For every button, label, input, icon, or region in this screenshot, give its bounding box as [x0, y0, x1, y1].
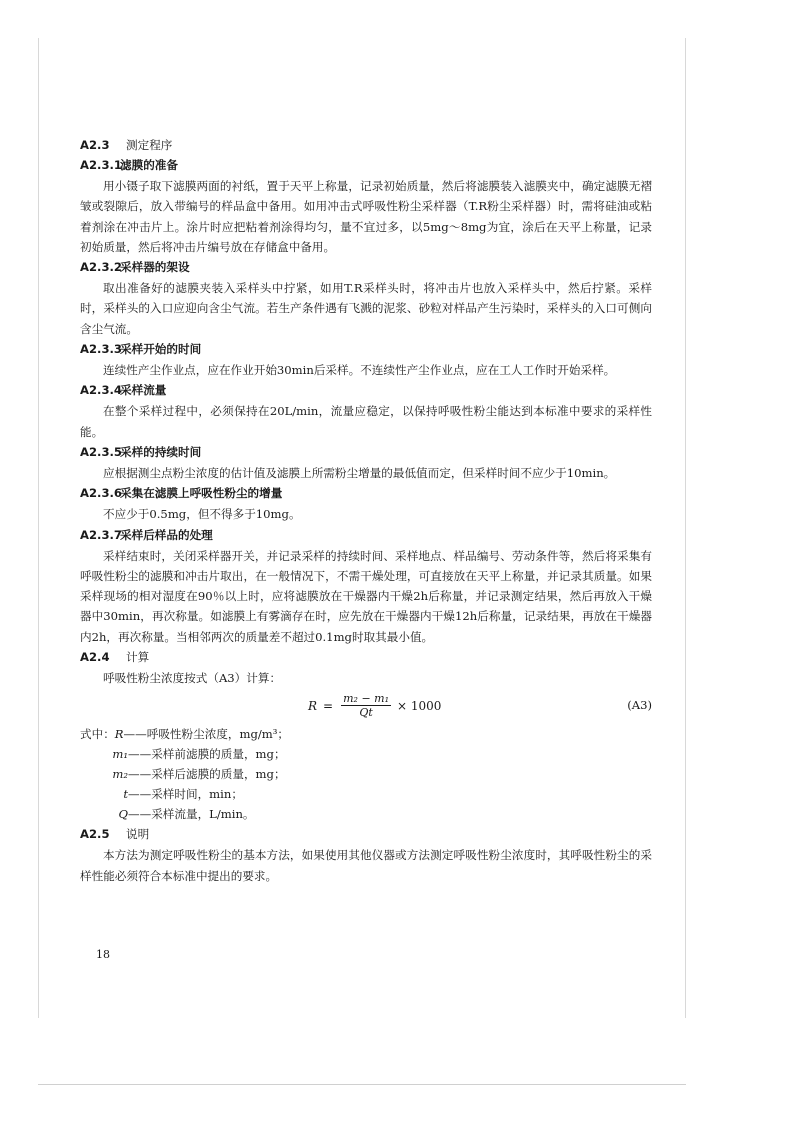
section-title: 采样开始的时间 [120, 342, 202, 357]
legend-item: m₁ ——采样前滤膜的质量，mg； [112, 747, 286, 762]
section-title: 计算 [126, 650, 150, 665]
section-heading-a2-3-2: A2.3.2采样器的架设 [80, 260, 190, 275]
formula-a3 [80, 692, 652, 722]
document-body [80, 135, 652, 886]
section-heading-a2-3: A2.3 测定程序 [80, 138, 173, 152]
section-title: 采集在滤膜上呼吸性粉尘的增量 [120, 486, 283, 501]
paragraph-a2-4: 呼吸性粉尘浓度按式（A3）计算： [103, 671, 282, 686]
legend-item: 式中： R ——呼吸性粉尘浓度，mg/m³； [80, 727, 290, 742]
section-title: 测定程序 [126, 138, 173, 152]
paragraph-a2-3-6: 不应少于0.5mg，但不得多于10mg。 [103, 507, 301, 522]
section-title: 采样的持续时间 [120, 444, 202, 459]
section-title: 说明 [126, 827, 150, 842]
formula-fraction [341, 692, 391, 719]
page-number: 18 [96, 948, 110, 961]
formula-multiplier: × 1000 [397, 698, 442, 713]
legend-item: t ——采样时间，min； [123, 787, 243, 802]
section-heading-a2-3-3: A2.3.3采样开始的时间 [80, 342, 202, 357]
paragraph-a2-3-3: 连续性产尘作业点，应在作业开始30min后采样。不连续性产尘作业点，应在工人工作时开始采样。 [103, 363, 616, 378]
paragraph-a2-3-7: 采样结束时，关闭采样器开关，并记录采样的持续时间、采样地点、样品编号、劳动条件等，然后将采集有呼吸性粉尘的滤膜和冲击片取出，在一般情况下，不需干燥处理，可直接放在天平上称量，并记录其质量。如果采样现场的相对湿度在90％以上时，应将滤膜放在干燥器内干燥2h后称量，并记录测定结果，然后再放入干燥器中30min，再次称量。如滤膜上有雾滴存在时，应先放在干燥器内干燥12h后称量，记录结果，再放在干燥器内2h，再次称量。当相邻两次的质量差不超过0.1mg时取其最小值。 [80, 548, 652, 644]
equation-number: (A3) [627, 698, 652, 713]
page-border-left [38, 38, 39, 1018]
paragraph-a2-3-4: 在整个采样过程中，必须保持在20L/min，流量应稳定，以保持呼吸性粉尘能达到本标准中要求的采样性能。 [80, 404, 652, 439]
formula-numerator: m₂ − m₁ [343, 692, 389, 706]
section-heading-a2-3-1: A2.3.1滤膜的准备 [80, 158, 178, 172]
section-title: 滤膜的准备 [120, 158, 178, 172]
section-heading-a2-3-7: A2.3.7采样后样品的处理 [80, 527, 213, 542]
section-title: 采样后样品的处理 [120, 527, 213, 542]
formula-denominator: Qt [359, 706, 373, 720]
section-title: 采样流量 [120, 383, 167, 398]
formula-legend [80, 724, 652, 824]
section-heading-a2-5: A2.5 说明 [80, 827, 150, 842]
section-heading-a2-3-6: A2.3.6采集在滤膜上呼吸性粉尘的增量 [80, 486, 283, 501]
section-heading-a2-4: A2.4 计算 [80, 650, 150, 665]
formula-expression [308, 692, 447, 719]
page-border-right [685, 38, 686, 1018]
paragraph-a2-3-5: 应根据测尘点粉尘浓度的估计值及滤膜上所需粉尘增量的最低值而定，但采样时间不应少于10min。 [103, 465, 616, 480]
legend-item: m₂ ——采样后滤膜的质量，mg； [112, 767, 286, 782]
formula-equals: = [323, 698, 334, 713]
section-title: 采样器的架设 [120, 260, 190, 275]
section-heading-a2-3-4: A2.3.4采样流量 [80, 383, 167, 398]
page-border-bottom [38, 1084, 686, 1085]
paragraph-a2-3-1: 用小镊子取下滤膜两面的衬纸，置于天平上称量，记录初始质量，然后将滤膜装入滤膜夹中，确定滤膜无褶皱或裂隙后，放入带编号的样品盒中备用。如用冲击式呼吸性粉尘采样器（T.R粉尘采样器）时，需将硅油或粘着剂涂在冲击片上。涂片时应把粘着剂涂得均匀，量不宜过多，以5mg～8mg为宜，涂后在天平上称量，记录初始质量，然后将冲击片编号放在存储盒中备用。 [80, 179, 652, 254]
paragraph-a2-3-2: 取出准备好的滤膜夹装入采样头中拧紧，如用T.R采样头时，将冲击片也放入采样头中，然后拧紧。采样时，采样头的入口应迎向含尘气流。若生产条件遇有飞溅的泥浆、砂粒对样品产生污染时，采样头的入口可侧向含尘气流。 [80, 281, 652, 336]
section-heading-a2-3-5: A2.3.5采样的持续时间 [80, 444, 202, 459]
paragraph-a2-5: 本方法为测定呼吸性粉尘的基本方法，如果使用其他仪器或方法测定呼吸性粉尘浓度时，其呼吸性粉尘的采样性能必须符合本标准中提出的要求。 [80, 848, 652, 883]
legend-item: Q ——采样流量，L/min。 [118, 807, 255, 822]
formula-lhs: R [308, 698, 318, 713]
